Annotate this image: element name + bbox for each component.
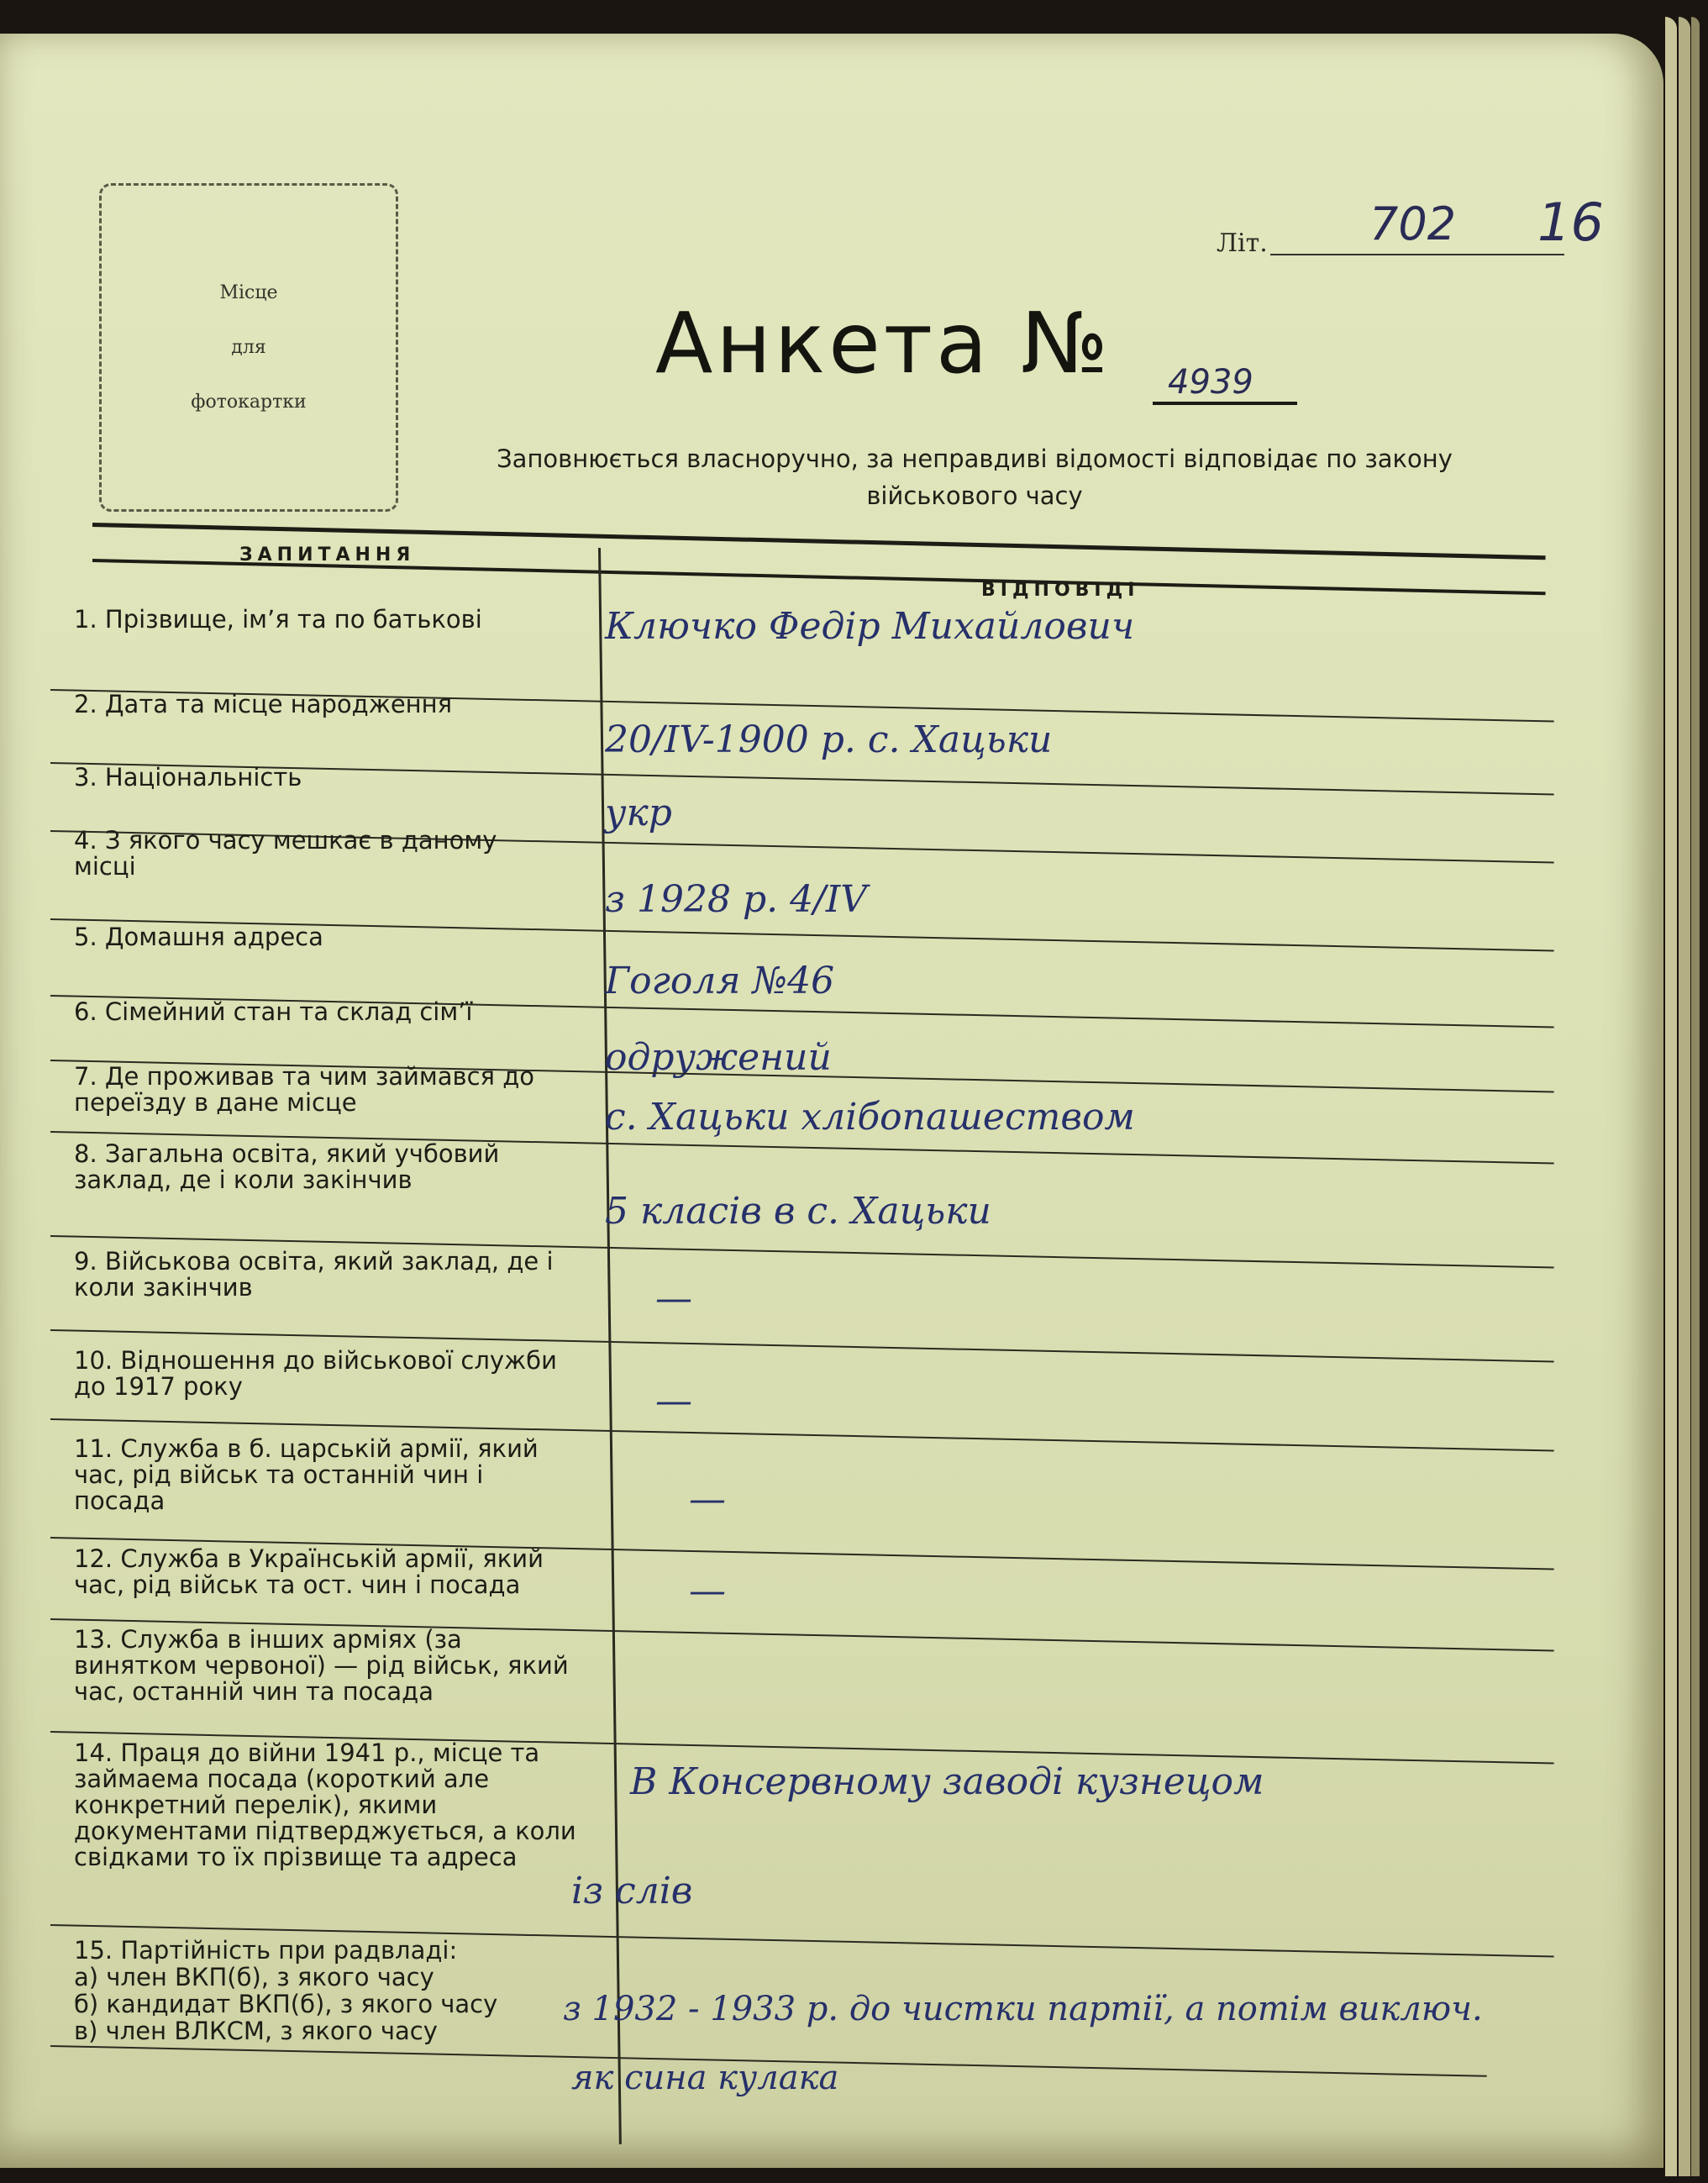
answer-text: з 1928 р. 4/IV bbox=[605, 878, 868, 921]
question-text: 15. Партійність при радвладі: bbox=[74, 1936, 458, 1965]
form-number-underline bbox=[1153, 402, 1297, 405]
question-text: 3. Національність bbox=[74, 763, 302, 792]
question-text: 1. Прізвище, ім’я та по батькові bbox=[74, 605, 482, 634]
lit-value: 702 bbox=[1369, 197, 1457, 250]
questionnaire-page bbox=[0, 34, 1663, 2168]
answer-text: одружений bbox=[605, 1036, 832, 1079]
question-text: 10. Відношення до військової служби до 1917 року bbox=[74, 1346, 557, 1401]
question-text: 13. Служба в інших арміях (за винятком червоної) — рід військ, який час, останній чин та посада bbox=[74, 1625, 569, 1706]
answer-text: — bbox=[689, 1570, 726, 1612]
form-number: 4939 bbox=[1168, 363, 1253, 402]
answer-text: — bbox=[655, 1380, 692, 1423]
answer-text: с. Хацьки хлібопашеством bbox=[605, 1096, 1135, 1139]
lit-label: Літ. bbox=[1217, 229, 1268, 258]
question-text: 14. Праця до війни 1941 р., місце та займаема посада (короткий але конкретний перелік), якими документами підтверджується, а коли свідками то їх прізвище та адреса bbox=[74, 1739, 576, 1871]
page-edge bbox=[1679, 17, 1690, 2176]
question-text: 7. Де проживав та чим займався до переїзду в дане місце bbox=[74, 1062, 534, 1117]
page-edge bbox=[1691, 17, 1700, 2176]
questions-column-header: ЗАПИТАННЯ bbox=[239, 544, 416, 565]
question-text: 11. Служба в б. царській армії, який час, рід військ та останній чин і посада bbox=[74, 1434, 539, 1515]
answer-text-continued: із слів bbox=[571, 1870, 693, 1912]
photo-label-line3: фотокартки bbox=[191, 392, 307, 413]
answer-text: 20/IV-1900 р. с. Хацьки bbox=[605, 718, 1053, 761]
photo-label-line1: Місце bbox=[219, 282, 278, 303]
instructions: Заповнюється власноручно, за неправдиві відомості відповідає по закону військового часу bbox=[497, 444, 1453, 510]
question-subitem: б) кандидат ВКП(б), з якого часу bbox=[74, 1990, 498, 2018]
answer-text: — bbox=[689, 1478, 726, 1521]
answer-text: — bbox=[655, 1277, 692, 1320]
answer-text: Ключко Федір Михайлович bbox=[605, 605, 1135, 648]
photo-placeholder bbox=[99, 183, 398, 512]
question-text: 12. Служба в Українській армії, який час, рід військ та ост. чин і посада bbox=[74, 1544, 544, 1599]
question-text: 2. Дата та місце народження bbox=[74, 690, 453, 718]
question-subitem: в) член ВЛКСМ, з якого часу bbox=[74, 2017, 438, 2045]
answer-text: В Консервному заводі кузнецом bbox=[630, 1760, 1264, 1803]
page-title: Анкета № bbox=[655, 294, 1112, 392]
question-text: 5. Домашня адреса bbox=[74, 923, 323, 951]
answer-text: Гоголя №46 bbox=[605, 960, 835, 1002]
sheet-number: 16 bbox=[1537, 192, 1604, 253]
lit-underline bbox=[1270, 254, 1564, 255]
answer-text: укр bbox=[605, 792, 672, 834]
photo-label-line2: для bbox=[231, 337, 266, 358]
answers-column-header: ВІДПОВІДІ bbox=[981, 580, 1140, 601]
question-text: 6. Сімейний стан та склад сім’ї bbox=[74, 997, 473, 1026]
answer-text: з 1932 - 1933 р. до чистки партії, а потім виключ. bbox=[563, 1990, 1483, 2028]
question-subitem: а) член ВКП(б), з якого часу bbox=[74, 1963, 434, 1991]
question-text: 9. Військова освіта, який заклад, де і коли закінчив bbox=[74, 1247, 554, 1302]
question-text: 8. Загальна освіта, який учбовий заклад, де і коли закінчив bbox=[74, 1139, 500, 1194]
page-edge bbox=[1665, 17, 1677, 2176]
question-text: 4. З якого часу мешкає в даному місці bbox=[74, 826, 497, 881]
answer-text: 5 класів в с. Хацьки bbox=[605, 1190, 991, 1233]
answer-text-continued: як сина кулака bbox=[571, 2059, 839, 2097]
